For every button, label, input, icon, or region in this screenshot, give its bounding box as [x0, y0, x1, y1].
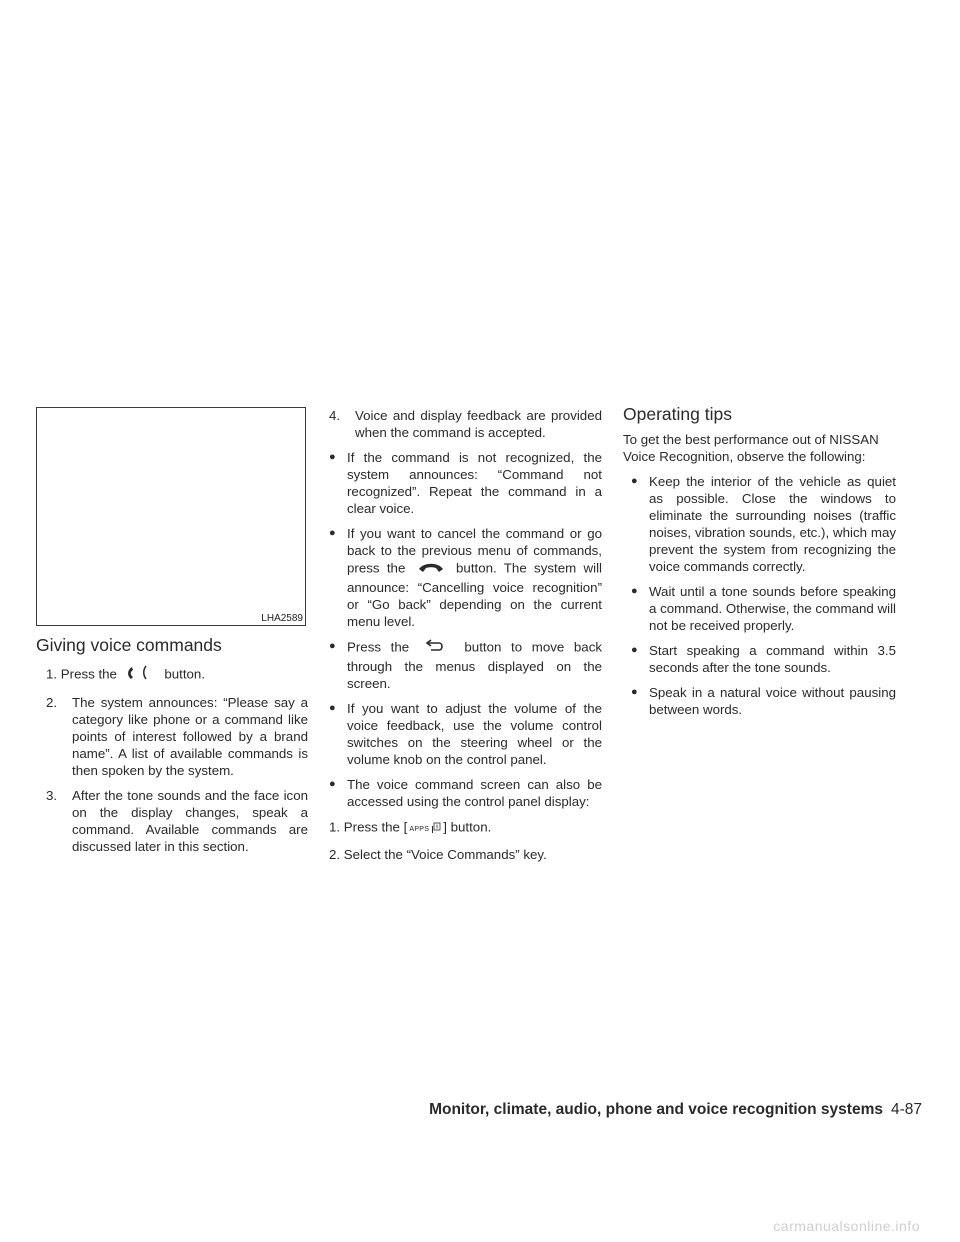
bullet-text: If you want to adjust the volume of the voice feedback, use the volume control switches on the steering wheel or the volume knob on the control panel. — [347, 701, 602, 767]
page-footer — [429, 1101, 922, 1119]
step-4 — [329, 407, 602, 441]
tips-list — [623, 473, 896, 718]
list-item-text: Wait until a tone sounds before speaking a command. Otherwise, the command will not be received properly. — [649, 584, 896, 633]
bullet-text: button to move back through the menus displayed on the screen. — [347, 639, 602, 691]
alt-step-1-prefix: 1. Press the [ — [329, 819, 408, 835]
list-item-text: Keep the interior of the vehicle as quiet as possible. Close the windows to eliminate the surrounding noises (traffic noises, vibration sounds, etc.), which may prevent the system from recognizing the voice commands correctly. — [649, 474, 896, 574]
bullet-text: button. The system will announce: “Cancelling voice recognition” or “Go back” depending on the current menu level. — [347, 560, 602, 629]
step-3-number: 3. — [46, 788, 58, 803]
middle-column — [329, 407, 602, 871]
step-2-number: 2. — [46, 695, 58, 710]
alt-step-1-suffix: ] button. — [443, 819, 492, 835]
left-column — [36, 664, 308, 863]
list-item — [631, 583, 896, 634]
bullet-control-panel — [329, 776, 602, 810]
page-number: 4-87 — [890, 1101, 922, 1118]
apps-button-label: APPS — [409, 826, 433, 833]
bullet-text: If the command is not recognized, the system announces: “Command not recognized”. Repeat the command in a clear voice. — [347, 450, 602, 516]
bullet-icon: ● — [329, 778, 336, 790]
back-arrow-icon — [422, 638, 452, 658]
heading-giving-voice-commands: Giving voice commands — [36, 635, 222, 655]
bullet-text: The voice command screen can also be accessed using the control panel display: — [347, 777, 602, 809]
footer-section-title: Monitor, climate, audio, phone and voice recognition systems — [429, 1101, 883, 1118]
bullet-icon: ● — [631, 475, 638, 487]
watermark: carmanualsonline.info — [773, 1218, 920, 1234]
figure-placeholder — [36, 407, 306, 626]
list-item-text: Start speaking a command within 3.5 seconds after the tone sounds. — [649, 643, 896, 675]
step-1-suffix: button. — [164, 666, 206, 682]
bullet-icon: ● — [631, 686, 638, 698]
bullet-icon: ● — [329, 702, 336, 714]
step-3-text: After the tone sounds and the face icon on the display changes, speak a command. Available commands are discussed later in this section. — [72, 788, 308, 854]
bullet-icon: ● — [631, 644, 638, 656]
bullet-icon: ● — [329, 451, 336, 463]
alt-step-2: 2. Select the “Voice Commands” key. — [329, 847, 547, 862]
list-item — [631, 684, 896, 718]
bullet-icon: ● — [329, 527, 336, 539]
bullet-icon: ● — [329, 640, 336, 652]
step-4-text: Voice and display feedback are provided when the command is accepted. — [355, 408, 602, 440]
step-2 — [36, 694, 308, 779]
figure-label: LHA2589 — [261, 613, 303, 624]
list-item-text: Speak in a natural voice without pausing between words. — [649, 685, 896, 717]
bullet-cancel — [329, 525, 602, 630]
bullet-icon: ● — [631, 585, 638, 597]
phone-hangup-icon — [416, 559, 446, 579]
step-3 — [36, 787, 308, 855]
step-4-number: 4. — [329, 408, 341, 423]
voice-talk-icon — [124, 664, 158, 686]
bullet-text: Press the — [347, 639, 410, 655]
alt-step-1 — [329, 818, 602, 838]
step-1 — [36, 664, 308, 686]
bullet-back — [329, 638, 602, 692]
right-column — [623, 431, 896, 726]
step-1-prefix: 1. Press the — [46, 666, 117, 682]
list-item — [631, 642, 896, 676]
bullet-not-recognized — [329, 449, 602, 517]
apps-button-icon — [409, 818, 441, 838]
bullet-text: If you want to cancel the command or go back to the previous menu of commands, press the — [347, 526, 602, 576]
bullet-volume — [329, 700, 602, 768]
tips-intro: To get the best performance out of NISSAN Voice Recognition, observe the following: — [623, 432, 879, 464]
step-2-text: The system announces: “Please say a category like phone or a command like points of interest followed by a brand name”. A list of available commands is then spoken by the system. — [72, 695, 308, 778]
heading-operating-tips: Operating tips — [623, 404, 732, 424]
list-item — [631, 473, 896, 575]
